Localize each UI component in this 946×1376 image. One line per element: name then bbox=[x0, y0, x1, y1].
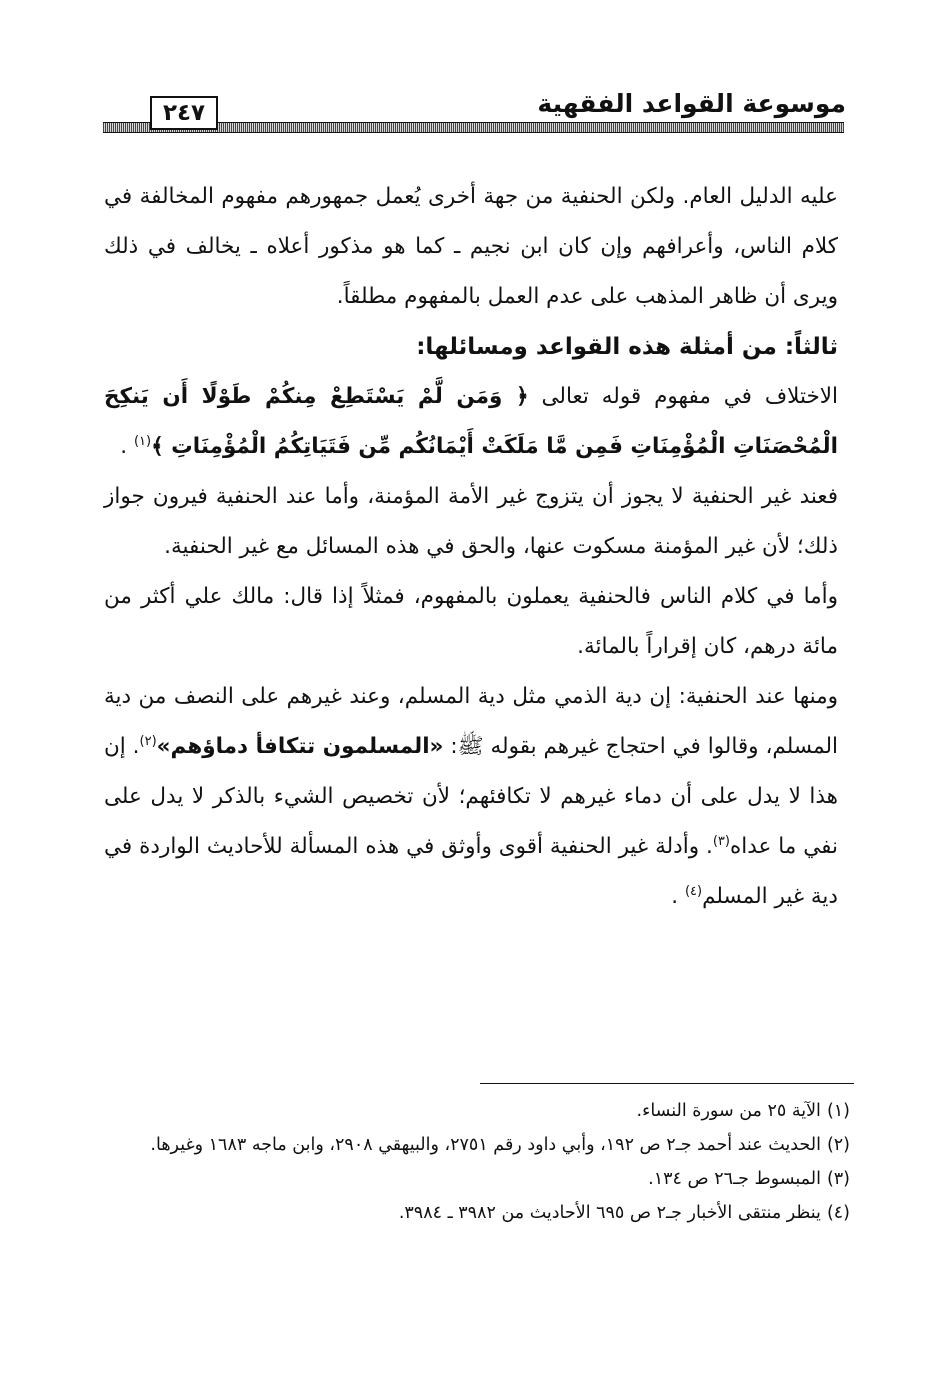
footnote-text: المبسوط جـ٢٦ ص ١٣٤. bbox=[648, 1169, 821, 1189]
footnote-number: (٣) bbox=[826, 1169, 850, 1189]
running-header-title: موسوعة القواعد الفقهية bbox=[537, 89, 846, 118]
paragraph: فعند غير الحنفية لا يجوز أن يتزوج غير الأمة المؤمنة، وأما عند الحنفية فيرون جواز ذلك؛ لأن غير المؤمنة مسكوت عنها، والحق في هذه المسائل مع غير الحنفية. bbox=[104, 484, 838, 559]
paragraph-text: . إن هذا لا يدل على أن دماء غيرهم لا تكافئهم؛ لأن تخصيص الشيء بالذكر لا يدل على نفي ما عداه bbox=[104, 734, 838, 859]
footnote-separator bbox=[480, 1083, 854, 1084]
footnote-number: (٤) bbox=[826, 1203, 850, 1223]
hadith-quote: «المسلمون تتكافأ دماؤهم» bbox=[156, 734, 444, 759]
footnote-text: الآية ٢٥ من سورة النساء. bbox=[636, 1101, 821, 1121]
footnote-ref: (١) bbox=[133, 433, 152, 449]
page-number: ٢٤٧ bbox=[150, 96, 218, 130]
footnote bbox=[104, 1094, 850, 1128]
footnote bbox=[104, 1162, 850, 1196]
punctuation: . bbox=[120, 434, 128, 459]
punctuation: . bbox=[671, 884, 679, 909]
paragraph-text: . وأدلة غير الحنفية أقوى وأوثق في هذه المسألة للأحاديث الواردة في دية غير المسلم bbox=[104, 834, 838, 909]
footnote-ref: (٣) bbox=[712, 833, 730, 849]
footnote-number: (٢) bbox=[826, 1135, 850, 1155]
paragraph bbox=[104, 372, 838, 472]
paragraph: وأما في كلام الناس فالحنفية يعملون بالمفهوم، فمثلاً إذا قال: مالك علي أكثر من مائة درهم، كان إقراراً بالمائة. bbox=[104, 584, 838, 659]
section-heading: ثالثاً: من أمثلة هذه القواعد ومسائلها: bbox=[416, 334, 838, 360]
footnotes bbox=[104, 1094, 850, 1230]
footnote-text: ينظر منتقى الأخبار جـ٢ ص ٦٩٥ الأحاديث من ٣٩٨٢ ـ ٣٩٨٤. bbox=[398, 1203, 821, 1223]
paragraph: عليه الدليل العام. ولكن الحنفية من جهة أخرى يُعمل جمهورهم مفهوم المخالفة في كلام الناس، وأعرافهم وإن كان ابن نجيم ـ كما هو مذكور أعلاه ـ يخالف في ذلك ويرى أن ظاهر المذهب على عدم العمل بالمفهوم مطلقاً. bbox=[104, 184, 838, 309]
footnote-ref: (٢) bbox=[139, 733, 157, 749]
paragraph bbox=[104, 672, 838, 922]
footnote-ref: (٤) bbox=[684, 883, 703, 899]
main-text bbox=[104, 172, 838, 922]
footnote-number: (١) bbox=[826, 1101, 850, 1121]
paragraph-text: ومنها عند الحنفية: إن دية الذمي مثل دية المسلم، وعند غيرهم على النصف من دية المسلم، وقالوا في احتجاج غيرهم بقوله ﷺ: bbox=[104, 684, 838, 759]
footnote-text: الحديث عند أحمد جـ٢ ص ١٩٢، وأبي داود رقم ٢٧٥١، والبيهقي ٢٩٠٨، وابن ماجه ١٦٨٣ وغيرها. bbox=[150, 1135, 821, 1155]
quran-verse: ﴿ وَمَن لَّمْ يَسْتَطِعْ مِنكُمْ طَوْلًا أَن يَنكِحَ الْمُحْصَنَاتِ الْمُؤْمِنَاتِ فَمِن مَّا مَلَكَتْ أَيْمَانُكُم مِّن فَتَيَاتِكُمُ الْمُؤْمِنَاتِ ﴾ bbox=[104, 384, 838, 459]
footnote bbox=[104, 1196, 850, 1230]
paragraph-intro: الاختلاف في مفهوم قوله تعالى bbox=[541, 384, 838, 409]
footnote bbox=[104, 1128, 850, 1162]
